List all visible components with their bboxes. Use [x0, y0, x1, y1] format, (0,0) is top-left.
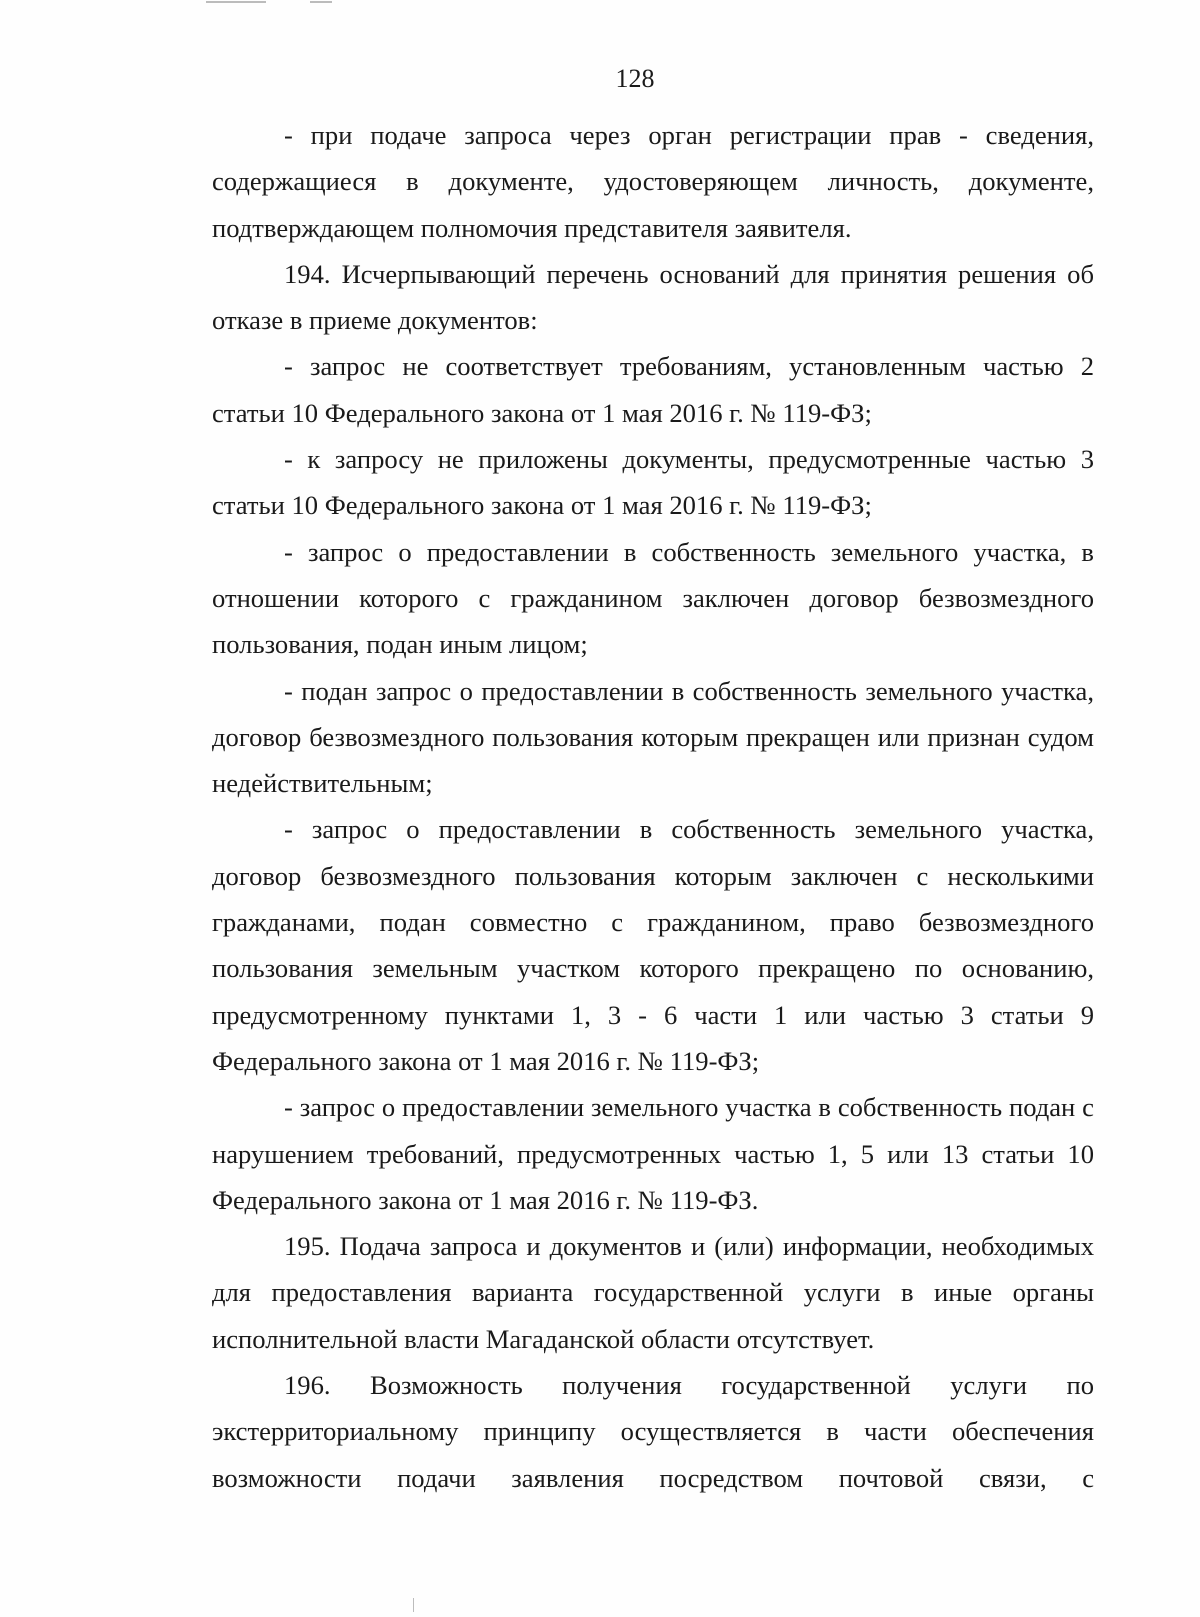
scan-artifact: [310, 1, 332, 3]
paragraph-list-item: - запрос о предоставлении земельного участка в собственность подан с нарушением требований, предусмотренных частью 1, 5 или 13 статьи 10 Федерального закона от 1 мая 2016 г. № 119-ФЗ.: [212, 1092, 1094, 1215]
scan-artifact: [206, 1, 266, 3]
paragraph-list-item: - подан запрос о предоставлении в собственность земельного участка, договор безвозмездного пользования которым прекращен или признан судом недействительным;: [212, 675, 1094, 799]
paragraph-196-extraterritorial: 196. Возможность получения государственной услуги по экстерриториальному принципу осуществляется в части обеспечения возможности подачи заявления посредством почтовой связи, с: [212, 1370, 1094, 1493]
paragraph-applicant-identity: - при подаче запроса через орган регистрации прав - сведения, содержащиеся в документе, удостоверяющем личность, документе, подтверждающем полномочия представителя заявителя.: [212, 120, 1094, 243]
paragraph-list-item: - запрос о предоставлении в собственность земельного участка, в отношении которого с гражданином заключен договор безвозмездного пользования, подан иным лицом;: [212, 536, 1094, 660]
scan-artifact: [413, 1598, 414, 1612]
paragraph-195-submission: 195. Подача запроса и документов и (или) информации, необходимых для предоставления варианта государственной услуги в иные органы исполнительной власти Магаданской области отсутствует.: [212, 1231, 1094, 1354]
page-number: 128: [615, 64, 655, 93]
paragraph-list-item: - запрос не соответствует требованиям, установленным частью 2 статьи 10 Федерального закона от 1 мая 2016 г. № 119-ФЗ;: [212, 351, 1094, 428]
paragraph-list-item: - запрос о предоставлении в собственность земельного участка, договор безвозмездного пользования которым заключен с несколькими гражданами, подан совместно с гражданином, право безвозмездного пользования земельным участком которого прекращено по основанию, предусмотренному пунктами 1, 3 - 6 части 1 или частью 3 статьи 9 Федерального закона от 1 мая 2016 г. № 119-ФЗ;: [212, 814, 1094, 1076]
paragraph-194-refusal-grounds: 194. Исчерпывающий перечень оснований для принятия решения об отказе в приеме документов:: [212, 258, 1094, 336]
document-body: [212, 112, 1094, 1501]
paragraph-list-item: - к запросу не приложены документы, предусмотренные частью 3 статьи 10 Федерального закона от 1 мая 2016 г. № 119-ФЗ;: [212, 444, 1094, 521]
